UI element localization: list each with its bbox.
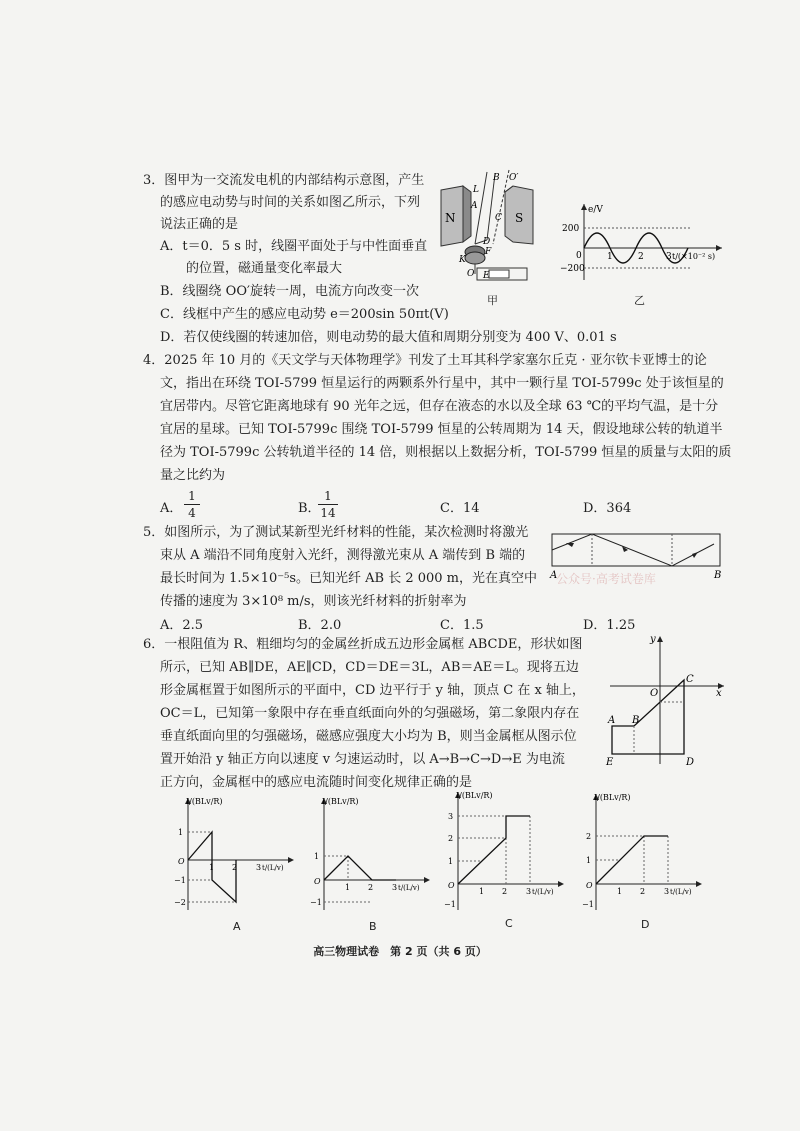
graph-b-ytick-1: 1 <box>314 852 320 861</box>
q3-option-c: C．线框中产生的感应电动势 e＝200sin 50πt(V) <box>160 307 449 322</box>
graph-a-ytick-neg1: −1 <box>174 876 186 885</box>
graph-a-letter: A <box>233 920 241 933</box>
q6-line-4: OC＝L，已知第一象限中存在垂直纸面向外的匀强磁场，第二象限内存在 <box>160 706 580 721</box>
frame-label-O: O <box>650 688 659 699</box>
graph-d-ytick-1: 1 <box>586 856 592 865</box>
label-F: F <box>485 247 492 257</box>
label-K: K <box>459 255 466 265</box>
label-E: E <box>483 271 490 281</box>
graph-b-xtick-2: 2 <box>368 883 374 892</box>
graph-c-xlabel: t/(L/v) <box>532 888 554 896</box>
q5-line-1: 5．如图所示，为了测试某新型光纤材料的性能，某次检测时将激光 <box>143 525 529 540</box>
label-O: O <box>467 269 475 279</box>
q4-option-b-den: 14 <box>320 506 336 520</box>
graph-a-ylabel: I/(BLv/R) <box>186 797 223 806</box>
q4-option-d: D．364 <box>583 501 632 516</box>
graph-c-xtick-2: 2 <box>502 887 508 896</box>
figure-yi-caption: 乙 <box>634 294 645 307</box>
graph-d-ytick-2: 2 <box>586 832 592 841</box>
graph-c-origin: O <box>448 881 455 890</box>
q3-line-1: 3．图甲为一交流发电机的内部结构示意图，产生 <box>143 173 425 188</box>
q6-line-6: 置开始沿 y 轴正方向以速度 v 匀速运动时，以 A→B→C→D→E 为电流 <box>160 752 565 767</box>
watermark: 公众号·高考试卷库 <box>556 572 656 586</box>
q4-line-4: 宜居的星球。已知 TOI-5799c 围绕 TOI-5799 恒星的公转周期为 14 天，假设地球公转的轨道半 <box>160 422 723 437</box>
graph-d-origin: O <box>586 881 593 890</box>
graph-a-ytick-1: 1 <box>178 828 184 837</box>
frame-label-B: B <box>632 715 640 726</box>
q4-line-3: 宜居带内。尽管它距离地球有 90 光年之远，但存在液态的水以及全球 63 ℃的平均气温，是十分 <box>160 399 719 414</box>
q4-line-6: 量之比约为 <box>160 468 226 483</box>
graph-d-xlabel: t/(L/v) <box>670 888 692 896</box>
q4-option-a-den: 4 <box>188 506 196 520</box>
emf-ylabel: e/V <box>588 205 603 215</box>
graph-d-ytick-neg1: −1 <box>582 900 594 909</box>
label-B: B <box>493 173 500 183</box>
page-footer: 高三物理试卷 第 2 页（共 6 页） <box>313 945 487 958</box>
frame-label-x: x <box>716 688 722 699</box>
fiber-label-A: A <box>550 570 558 581</box>
label-O-prime: O′ <box>509 173 519 183</box>
graph-c-xtick-3: 3 <box>526 887 532 896</box>
graph-a-origin: O <box>178 857 185 866</box>
graph-b-letter: B <box>369 920 377 933</box>
q6-line-1: 6．一根阻值为 R、粗细均匀的金属丝折成五边形金属框 ABCDE，形状如图 <box>143 637 583 652</box>
emf-xtick-2: 2 <box>638 252 644 262</box>
graph-b-ylabel: I/(BLv/R) <box>322 797 359 806</box>
label-D: D <box>483 237 491 247</box>
graph-c-ylabel: I/(BLv/R) <box>456 791 493 800</box>
graph-a-ytick-neg2: −2 <box>174 898 186 907</box>
label-A: A <box>471 201 478 211</box>
q3-option-a-2: 的位置，磁通量变化率最大 <box>186 261 343 276</box>
q5-line-3: 最长时间为 1.5×10⁻⁵s。已知光纤 AB 长 2 000 m，光在真空中 <box>160 571 538 586</box>
q5-option-a: A．2.5 <box>160 618 204 633</box>
emf-xtick-3: 3 <box>666 252 672 262</box>
label-N: N <box>445 211 456 225</box>
q6-line-5: 垂直纸面向里的匀强磁场，磁感应强度大小均为 B，则当金属框从图示位 <box>160 729 577 744</box>
emf-graph <box>560 200 730 282</box>
answer-graph-a <box>172 792 302 916</box>
graph-a-xtick-3: 3 <box>256 863 262 872</box>
q4-option-b-fraction <box>318 489 338 520</box>
q4-option-b-num: 1 <box>324 489 332 503</box>
emf-origin: 0 <box>576 251 582 261</box>
q3-option-a-1: A．t＝0．5 s 时，线圈平面处于与中性面垂直 <box>160 239 428 254</box>
pentagon-frame-figure <box>604 630 728 770</box>
graph-b-xtick-3: 3 <box>392 883 398 892</box>
q3-option-d: D．若仅使线圈的转速加倍，则电动势的最大值和周期分别变为 400 V、0.01 s <box>160 330 617 345</box>
emf-xtick-1: 1 <box>607 252 613 262</box>
frame-label-C: C <box>686 674 694 685</box>
emf-ytick-neg: −200 <box>560 264 585 274</box>
graph-c-ytick-1: 1 <box>448 857 454 866</box>
q5-line-2: 束从 A 端沿不同角度射入光纤，测得激光束从 A 端传到 B 端的 <box>160 548 526 563</box>
q5-option-d: D．1.25 <box>583 618 636 633</box>
emf-xlabel: t/(×10⁻² s) <box>672 252 716 261</box>
q4-line-2: 文，指出在环绕 TOI-5799 恒星运行的两颗系外行星中，其中一颗行星 TOI-5799c 处于该恒星的 <box>160 376 724 391</box>
q4-option-a-label: A． <box>160 501 183 516</box>
graph-d-ylabel: I/(BLv/R) <box>594 793 631 802</box>
graph-d-xtick-2: 2 <box>640 887 646 896</box>
emf-ytick-pos: 200 <box>562 224 580 234</box>
graph-c-letter: C <box>505 917 513 930</box>
label-L: L <box>473 185 479 195</box>
q4-option-a-fraction <box>184 489 200 520</box>
graph-d-xtick-1: 1 <box>617 887 623 896</box>
graph-b-xlabel: t/(L/v) <box>398 884 420 892</box>
graph-b-xtick-1: 1 <box>345 883 351 892</box>
fiber-label-B: B <box>714 570 722 581</box>
q4-line-1: 4．2025 年 10 月的《天文学与天体物理学》刊发了土耳其科学家塞尔丘克 · 亚尔钦卡亚博士的论 <box>143 353 707 368</box>
q5-line-4: 传播的速度为 3×10⁸ m/s，则该光纤材料的折射率为 <box>160 594 467 609</box>
graph-a-xtick-1: 1 <box>209 863 215 872</box>
frame-label-E: E <box>606 757 614 768</box>
graph-d-xtick-3: 3 <box>664 887 670 896</box>
graph-c-ytick-2: 2 <box>448 834 454 843</box>
q6-line-7: 正方向，金属框中的感应电流随时间变化规律正确的是 <box>160 775 473 790</box>
graph-d-letter: D <box>641 918 650 931</box>
figure-jia-caption: 甲 <box>487 294 498 307</box>
graph-a-xlabel: t/(L/v) <box>262 864 284 872</box>
frame-label-D: D <box>686 757 695 768</box>
graph-a-xtick-2: 2 <box>232 863 238 872</box>
frame-label-A: A <box>608 715 616 726</box>
q4-line-5: 径为 TOI-5799c 公转轨道半径的 14 倍，则根据以上数据分析，TOI-5799 恒星的质量与太阳的质 <box>160 445 732 460</box>
q3-line-3: 说法正确的是 <box>160 217 239 232</box>
label-S: S <box>515 211 524 225</box>
answer-graph-b <box>308 792 438 916</box>
q4-option-c: C．14 <box>440 501 480 516</box>
q5-option-b: B．2.0 <box>298 618 342 633</box>
graph-c-xtick-1: 1 <box>479 887 485 896</box>
answer-graph-d <box>578 788 708 912</box>
label-C: C <box>495 213 502 223</box>
generator-figure <box>435 168 535 288</box>
graph-c-ytick-3: 3 <box>448 812 454 821</box>
q6-line-3: 形金属框置于如图所示的平面中，CD 边平行于 y 轴，顶点 C 在 x 轴上， <box>160 683 585 698</box>
q4-option-b-label: B． <box>298 501 321 516</box>
q6-line-2: 所示，已知 AB∥DE，AE∥CD，CD＝DE＝3L，AB＝AE＝L。现将五边 <box>160 660 579 675</box>
graph-b-ytick-neg1: −1 <box>310 898 322 907</box>
q3-option-b: B．线圈绕 OO′旋转一周，电流方向改变一次 <box>160 284 419 299</box>
q4-option-a-num: 1 <box>188 489 196 503</box>
frame-label-y: y <box>650 634 656 645</box>
q3-line-2: 的感应电动势与时间的关系如图乙所示，下列 <box>160 195 421 210</box>
graph-b-origin: O <box>314 877 321 886</box>
answer-graph-c <box>440 786 570 912</box>
q5-option-c: C．1.5 <box>440 618 484 633</box>
graph-c-ytick-neg1: −1 <box>444 900 456 909</box>
